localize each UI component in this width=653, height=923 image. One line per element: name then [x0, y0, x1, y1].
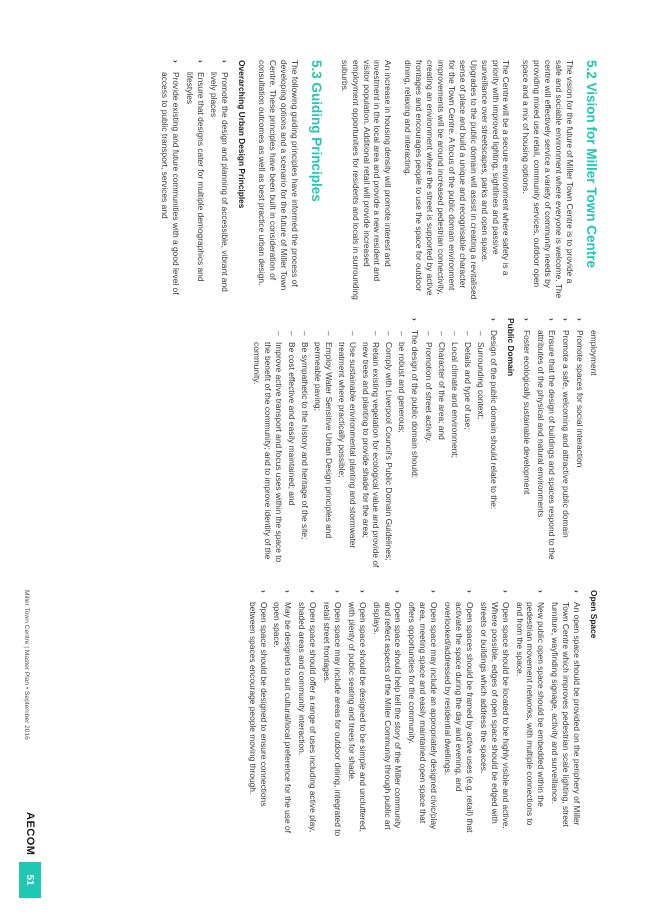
open-space-list [247, 590, 582, 840]
chevron-right-icon: › [283, 590, 294, 593]
sub-list-item: – Employ Water Sensitive Urban Design principles and permeable paving; [312, 331, 334, 539]
chevron-right-icon: › [464, 590, 475, 593]
chevron-right-icon: › [332, 590, 343, 593]
chevron-right-icon: › [522, 318, 533, 321]
list-item: › Promote spaces for social interaction [575, 318, 586, 468]
sub-list-item: – Improve active transport and focus uses within the space to the benefit of the community; and to improve identity of the community. [252, 331, 285, 563]
open-space-subheading: Open Space [589, 590, 599, 639]
sub-list-item: – Promotion of street activity. [424, 331, 435, 443]
dash-icon: – [347, 331, 358, 336]
vision-heading: 5.2 Vision for Miller Town Centre [584, 60, 599, 269]
sub-list-item: – Local climate and environment; [449, 331, 460, 458]
principles-paragraph: The following guiding principles have informed the process of developing options and a scenario for the future of Miller Town Centre. These principles have been built in consideration of consultation outcomes as well as best practice urban design. [257, 60, 300, 291]
list-item: › Ensure that the design of buildings and spaces respond to the attributes of the physical and natural environments [536, 318, 558, 560]
dash-icon: – [287, 331, 298, 336]
dash-icon: – [462, 331, 473, 336]
dash-icon: – [371, 331, 382, 336]
principles-continued-list [522, 318, 599, 568]
list-item: › Open space should be designed to ensure connections between spaces encourage people moving through. [247, 590, 269, 807]
list-item: › New public open space should be embedded within the pedestrian movement networks, with multiple connections to and from the space. [514, 590, 547, 826]
principles-heading: 5.3 Guiding Principles [308, 60, 324, 202]
chevron-right-icon: › [220, 60, 231, 63]
sub-list-item: – Details and type of use; [462, 331, 473, 430]
sub-list-item: – Use sustainable environmental planting and stormwater treatment where practically possible; [336, 331, 358, 549]
public-domain-subheading: Public Domain [505, 318, 516, 377]
chevron-right-icon: › [410, 318, 421, 321]
chevron-right-icon: › [258, 590, 269, 593]
column-public-domain [246, 318, 599, 568]
sub-list-item: – Retain existing vegetation for ecological value and provide of new trees and planting to provide shade for the area; [360, 331, 382, 568]
public-domain-list [252, 318, 499, 568]
list-item: › Open space should help tell the story of the Miller community and reflect aspects of the Miller Community through public art displays. [371, 590, 404, 830]
list-item: › Provide existing and future communities with a good level of access to public transport, services and [159, 60, 181, 295]
chevron-right-icon: › [195, 60, 206, 63]
dash-icon: – [449, 331, 460, 336]
list-item: › The design of the public domain should: – be robust and generous; – Comply with Liverpool Council's Public Domain Guidelines; – Retain existing vegetation for ecological value and provide of new trees and planting to provide shade for the area; – Use sustainable environmental planting and stormwater treatment where practically possible; – Employ Water Sensitive Urban Design principles and permeable paving; – Be sympathetic to the history and heritage of the site; – Be cost effective and easily maintained; and – Improve active transport and focus uses within the space to the benefit of the community; and to improve identity of the community. [252, 318, 421, 568]
dash-icon: – [424, 331, 435, 336]
column-vision [153, 60, 599, 300]
chevron-right-icon: › [547, 318, 558, 321]
sub-list-item: – Be sympathetic to the history and heritage of the site; [300, 331, 311, 540]
chevron-right-icon: › [575, 318, 586, 321]
vision-paragraph-2: The Centre will be a secure environment where safety is a priority with improved lighting, sightlines and passive surveillance over streetscapes, parks and open space. Upgrades to the public domain will assist in creating a revitalised sense of place and build a unique and recognisable character for the Town Centre. A focus of the public domain environment improvements will be around increased pedestrian connectivity, creating an environment where the street is supported by active frontages and encourages people to use the space for outdoor dining, relaxing and interacting. [403, 60, 512, 300]
dash-icon: – [437, 331, 448, 336]
list-item: › Open space may include an appropriately designed civic/play area, meeting space and easily maintained open space that offers opportunities for the community. [407, 590, 440, 830]
footer-text: Miller Town Centre | Master Plan • September 2016 [23, 590, 30, 740]
sub-list-item: – Character of the area; and [437, 331, 448, 440]
vision-paragraph-3: An increase in housing density will promote interest and investment in the local area and provide a new resident and visitor population. Additional retail will provide increased employment opportunities for residents and locals in surrounding suburbs. [339, 60, 394, 300]
chevron-right-icon: › [429, 590, 440, 593]
chevron-right-icon: › [170, 60, 181, 63]
chevron-right-icon: › [488, 318, 499, 321]
list-item-continued: employment [589, 330, 599, 376]
list-item: › May be designed to suit cultural/local preference for the use of open space. [272, 590, 294, 833]
list-item: › Open space should offer a range of uses including active play, shaded areas and community interaction. [297, 590, 319, 833]
chevron-right-icon: › [561, 318, 572, 321]
overarching-list [159, 60, 230, 300]
list-item: › Promote the design and planning of accessible, vibrant and lively places [209, 60, 231, 292]
dash-icon: – [384, 331, 395, 336]
vision-paragraph-1: The vision for the future of Miller Town Centre is to provide a safe and sociable environment where everyone is welcome. The centre will effectively service a variety of community needs by providing mixed use retail, community services, outdoor open space and a mix of housing options. [521, 60, 575, 299]
list-item: › An open space should be provided on the periphery of Miller Town Centre which improves pedestrian scale lighting, street furniture, wayfinding signage, activity and surveillance. [550, 590, 583, 827]
list-item: › Design of the public domain should relate to the: – Surrounding context; – Details and type of use; – Local climate and environment; – Character of the area; and – Promotion of street activity. [423, 318, 498, 568]
list-item: › Open space may include areas for outdoor dining, integrated to retail street frontages. [322, 590, 343, 837]
sub-list-item: – be robust and generous; [397, 331, 408, 433]
dash-icon: – [323, 331, 334, 336]
list-item: › Open space should be designed to be simple and uncluttered, with plenty of public seating and trees for shade. [346, 590, 368, 833]
sub-list-item: – Surrounding context; [475, 331, 486, 420]
design-sublist [423, 330, 486, 568]
column-open-space [241, 590, 599, 840]
dash-icon: – [274, 331, 285, 336]
street-sublist [252, 330, 408, 568]
sub-list-item: – Comply with Liverpool Council's Public Domain Guidelines; [384, 331, 395, 561]
dash-icon: – [300, 331, 311, 336]
aecom-logo: AECOM [24, 812, 36, 856]
chevron-right-icon: › [357, 590, 368, 593]
chevron-right-icon: › [500, 590, 511, 593]
chevron-right-icon: › [572, 590, 583, 593]
list-item: › Open space should be located to be highly visible and active. Where possible, edges of open space should be edged with streets or buildings which address the spaces. [478, 590, 511, 829]
dash-icon: – [475, 331, 486, 336]
overarching-subheading: Overarching Urban Design Principles [237, 60, 248, 209]
chevron-right-icon: › [536, 590, 547, 593]
page-number: 51 [19, 862, 41, 898]
list-item: › Open spaces should be framed by active uses (e.g. retail) that activate the space during the day and evening, and overlooked/addressed by residential dwellings. [443, 590, 475, 833]
chevron-right-icon: › [308, 590, 319, 593]
dash-icon: – [397, 331, 408, 336]
list-item: › Foster ecologically sustainable development [522, 318, 533, 495]
list-item: › Ensure that designs cater for multiple demographics and lifestyles [184, 60, 206, 282]
list-item: › Promote a safe, welcoming and attractive public domain [561, 318, 572, 538]
sub-list-item: – Be cost effective and easily maintained; and [287, 331, 298, 506]
chevron-right-icon: › [393, 590, 404, 593]
